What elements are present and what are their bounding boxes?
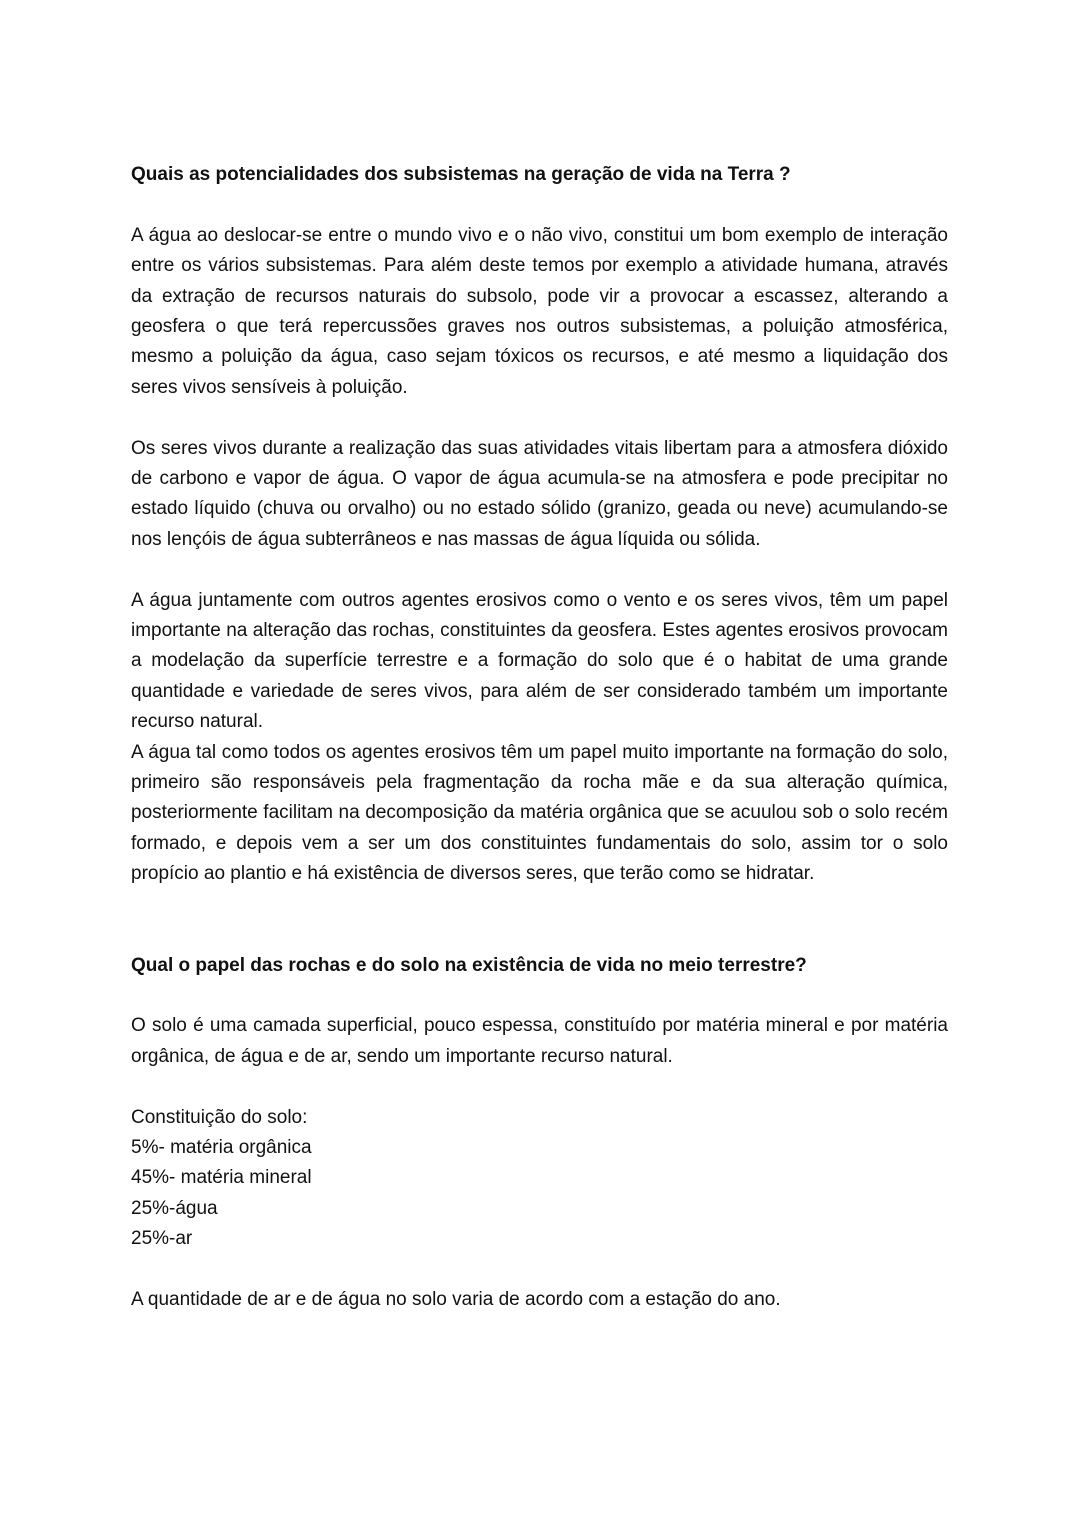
spacer — [131, 981, 948, 1011]
paragraph-seasonal-variation: A quantidade de ar e de água no solo varia de acordo com a estação do ano. — [131, 1288, 781, 1310]
soil-composition-list — [131, 1133, 948, 1255]
section-heading-subsystems: Quais as potencialidades dos subsistemas na geração de vida na Terra ? — [131, 164, 791, 185]
spacer — [131, 890, 948, 951]
paragraph-living-beings: Os seres vivos durante a realização das suas atividades vitais libertam para a atmosfera dióxido de carbono e vapor de água. O vapor de água acumula-se na atmosfera e pode precipitar no estado líquido (chuva ou orvalho) ou no estado sólido (granizo, geada ou neve) acumulando-se nos lençóis de água subterrâneos e nas massas de água líquida ou sólida. — [131, 437, 948, 550]
paragraph-soil-formation: A água tal como todos os agentes erosivos têm um papel muito importante na formação do solo, primeiro são responsáveis pela fragmentação da rocha mãe e da sua alteração química, posteriormente facilitam na decomposição da matéria orgânica que se acuulou sob o solo recém formado, e depois vem a ser um dos constituintes fundamentais do solo, assim tor o solo propício ao plantio e há existência de diversos seres, que terão como se hidratar. — [131, 741, 948, 885]
list-item: 45%- matéria mineral — [131, 1167, 312, 1189]
list-item: 5%- matéria orgânica — [131, 1136, 312, 1158]
spacer — [131, 1072, 948, 1102]
list-item: 25%-água — [131, 1197, 218, 1219]
paragraph-water-interaction: A água ao deslocar-se entre o mundo vivo e o não vivo, constitui um bom exemplo de interação entre os vários subsistemas. Para além deste temos por exemplo a atividade humana, através da extração de recursos naturais do subsolo, pode vir a provocar a escassez, alterando a geosfera o que terá repercussões graves nos outros subsistemas, a poluição atmosférica, mesmo a poluição da água, caso sejam tóxicos os recursos, e até mesmo a liquidação dos seres vivos sensíveis à poluição. — [131, 224, 948, 398]
spacer — [131, 1255, 948, 1285]
paragraph-soil-definition: O solo é uma camada superficial, pouco espessa, constituído por matéria mineral e por matéria orgânica, de água e de ar, sendo um importante recurso natural. — [131, 1015, 948, 1067]
list-item: 25%-ar — [131, 1228, 193, 1250]
soil-composition-title: Constituição do solo: — [131, 1106, 308, 1128]
paragraph-erosive-agents: A água juntamente com outros agentes erosivos como o vento e os seres vivos, têm um papel importante na alteração das rochas, constituintes da geosfera. Estes agentes erosivos provocam a modelação da superfície terrestre e a formação do solo que é o habitat de uma grande quantidade e variedade de seres vivos, para além de ser considerado também um importante recurso natural. — [131, 589, 948, 733]
spacer — [131, 555, 948, 585]
spacer — [131, 190, 948, 220]
document-page — [131, 160, 948, 1315]
section-heading-rocks-soil: Qual o papel das rochas e do solo na existência de vida no meio terrestre? — [131, 954, 807, 976]
spacer — [131, 403, 948, 433]
